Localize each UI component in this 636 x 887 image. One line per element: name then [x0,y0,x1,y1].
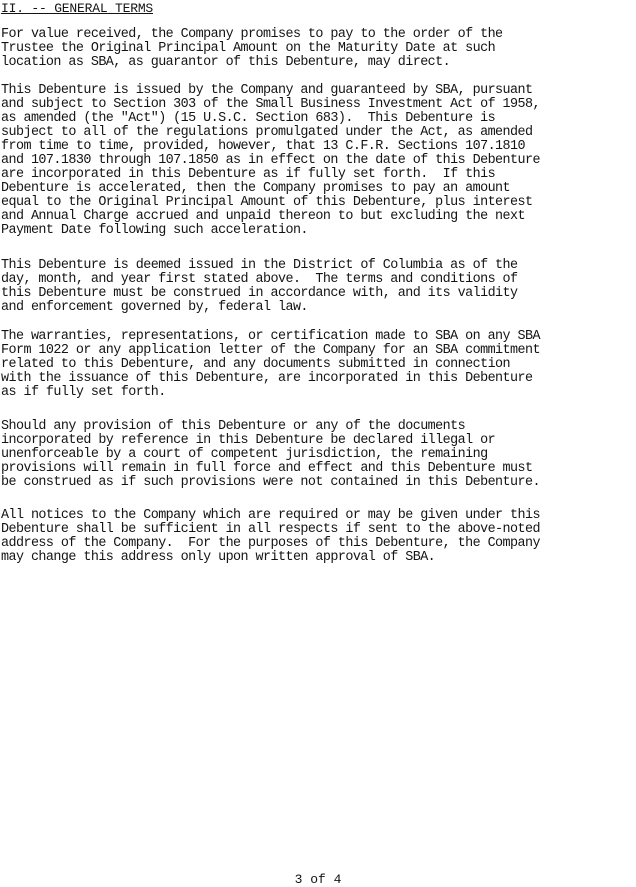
text-line: with the issuance of this Debenture, are incorporated in this Debenture [1,371,533,386]
paragraph-jurisdiction [1,259,518,315]
text-line: address of the Company. For the purposes of this Debenture, the Company [1,536,540,551]
text-line: as if fully set forth. [1,385,166,400]
text-line: may change this address only upon written approval of SBA. [1,550,436,565]
text-line: incorporated by reference in this Debenture be declared illegal or [1,433,496,448]
text-line: equal to the Original Principal Amount of this Debenture, plus interest [1,195,533,210]
text-line: from time to time, provided, however, that 13 C.F.R. Sections 107.1810 [1,139,525,154]
text-line: This Debenture is issued by the Company and guaranteed by SBA, pursuant [1,83,533,98]
text-line: Debenture is accelerated, then the Company promises to pay an amount [1,181,511,196]
text-line: All notices to the Company which are required or may be given under this [1,508,540,523]
text-line: as amended (the "Act") (15 U.S.C. Section 683). This Debenture is [1,111,496,126]
text-line: Payment Date following such acceleration. [1,223,308,238]
page-number: 3 of 4 [294,872,342,887]
text-line: and 107.1830 through 107.1850 as in effect on the date of this Debenture [1,153,540,168]
text-line: provisions will remain in full force and effect and this Debenture must [1,461,533,476]
text-line: For value received, the Company promises to pay to the order of the [1,27,503,42]
text-line: The warranties, representations, or certification made to SBA on any SBA [1,329,540,344]
text-line: and subject to Section 303 of the Small Business Investment Act of 1958, [1,97,540,112]
paragraph-notices [1,509,540,565]
text-line: day, month, and year first stated above. The terms and conditions of [1,272,518,287]
text-line: this Debenture must be construed in accordance with, and its validity [1,286,518,301]
text-line: location as SBA, as guarantor of this Debenture, may direct. [1,55,451,70]
text-line: Debenture shall be sufficient in all respects if sent to the above-noted [1,522,540,537]
paragraph-warranties [1,330,540,400]
text-line: related to this Debenture, and any documents submitted in connection [1,357,511,372]
paragraph-payment-promise [1,28,503,70]
text-line: unenforceable by a court of competent jurisdiction, the remaining [1,447,488,462]
text-line: and Annual Charge accrued and unpaid thereon to but excluding the next [1,209,525,224]
text-line: This Debenture is deemed issued in the District of Columbia as of the [1,258,518,273]
text-line: subject to all of the regulations promulgated under the Act, as amended [1,125,533,140]
text-line: and enforcement governed by, federal law. [1,300,308,315]
section-heading: II. -- GENERAL TERMS [1,1,154,16]
text-line: Should any provision of this Debenture or any of the documents [1,419,466,434]
text-line: be construed as if such provisions were not contained in this Debenture. [1,475,540,490]
text-line: Form 1022 or any application letter of the Company for an SBA commitment [1,343,540,358]
text-line: Trustee the Original Principal Amount on the Maturity Date at such [1,41,496,56]
text-line: are incorporated in this Debenture as if fully set forth. If this [1,167,496,182]
paragraph-severability [1,420,540,490]
paragraph-issuance [1,84,540,238]
